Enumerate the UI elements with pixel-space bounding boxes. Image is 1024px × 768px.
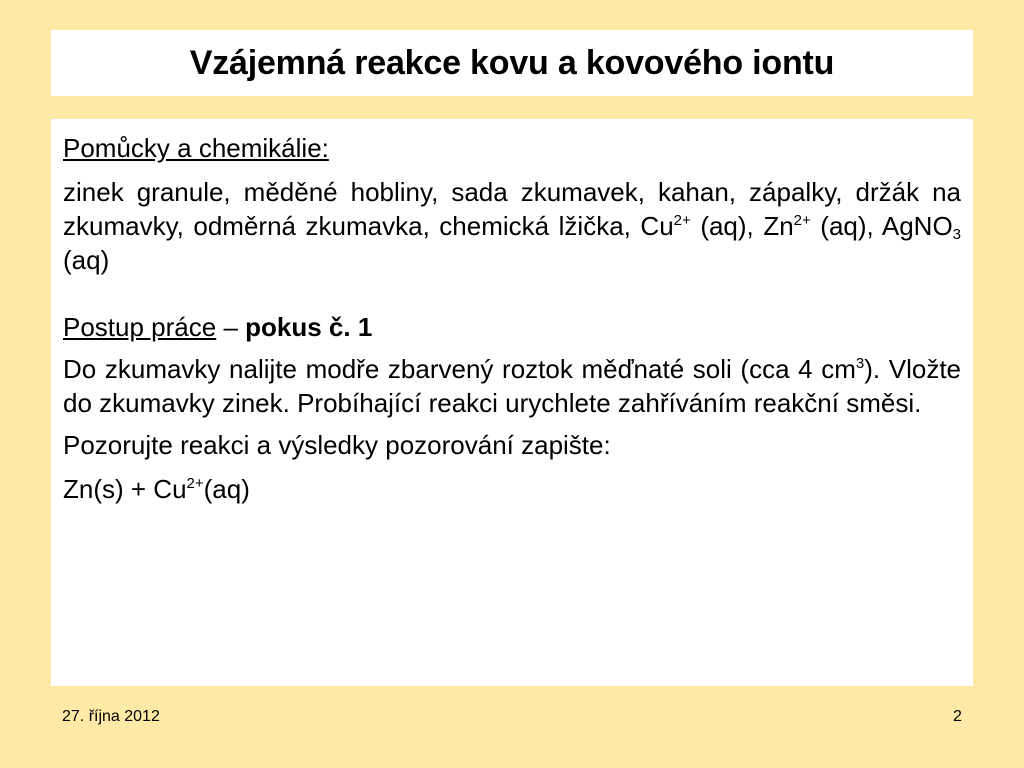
procedure-paragraph-1 <box>63 352 961 420</box>
equipment-list-text: zinek granule, měděné hobliny, sada zkumavek, kahan, zápalky, držák na zkumavky, odměrná zkumavka, chemická lžička, <box>63 177 961 241</box>
equipment-list <box>63 175 961 277</box>
slide-number: 2 <box>953 708 962 725</box>
zn-ion-state: (aq), <box>820 211 874 241</box>
procedure-p1-sup: 3 <box>855 355 865 372</box>
agno3-state: (aq) <box>63 245 110 275</box>
equation-charge: 2+ <box>186 475 204 492</box>
procedure-p1-after: ). Vložte do zkumavky zinek. Probíhající reakci urychlete zahříváním reakční směsi. <box>63 354 961 418</box>
procedure-heading-dash: – <box>216 312 246 342</box>
cu-ion-state: (aq), <box>700 211 754 241</box>
procedure-p1-before: Do zkumavky nalijte modře zbarvený roztok měďnaté soli (cca 4 cm <box>63 354 856 384</box>
equation-right: (aq) <box>203 474 250 504</box>
zn-ion-symbol: Zn <box>763 211 794 241</box>
slide-title: Vzájemná reakce kovu a kovového iontu <box>189 43 835 82</box>
zn-ion-charge: 2+ <box>793 212 811 229</box>
title-box <box>51 30 973 96</box>
procedure-paragraph-2: Pozorujte reakci a výsledky pozorování zapište: <box>63 430 611 460</box>
equipment-heading-text: Pomůcky a chemikálie: <box>63 133 329 163</box>
cu-ion-symbol: Cu <box>640 211 674 241</box>
content-box <box>51 119 973 686</box>
equipment-heading <box>63 131 961 165</box>
cu-ion-charge: 2+ <box>673 212 691 229</box>
reaction-equation <box>63 472 961 506</box>
agno3-subscript: 3 <box>952 226 962 243</box>
footer-date: 27. října 2012 <box>62 708 160 725</box>
procedure-heading <box>63 310 961 344</box>
procedure-heading-underlined: Postup práce <box>63 312 217 342</box>
procedure-heading-bold: pokus č. 1 <box>245 312 373 342</box>
equation-left: Zn(s) + Cu <box>63 474 187 504</box>
agno3-symbol: AgNO <box>881 211 953 241</box>
